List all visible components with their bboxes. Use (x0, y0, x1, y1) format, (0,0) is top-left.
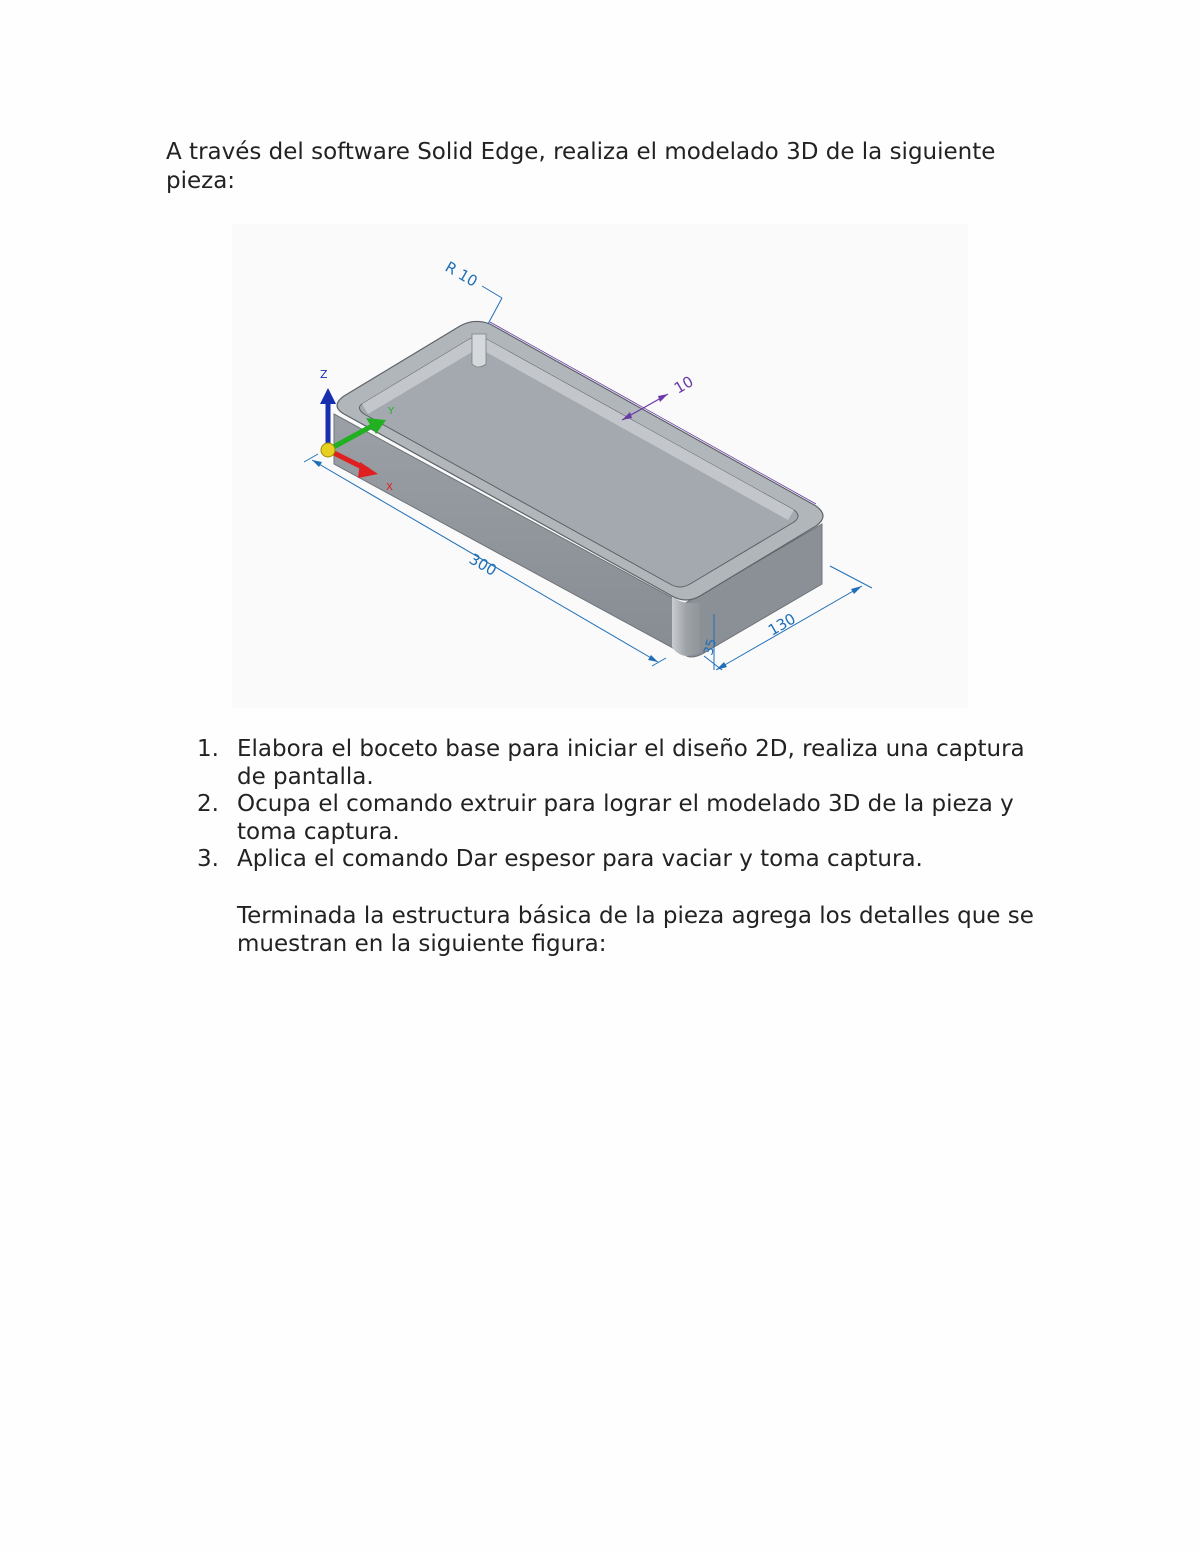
dimension-height-label: 35 (701, 637, 721, 658)
axis-x-label: X (386, 482, 393, 493)
step-item (197, 736, 1057, 791)
step-text: Ocupa el comando extruir para lograr el modelado 3D de la pieza y toma captura. (237, 791, 1014, 845)
axis-z-label: Z (320, 368, 328, 381)
intro-paragraph: A través del software Solid Edge, realiza el modelado 3D de la siguiente pieza: (166, 139, 996, 194)
step-text: Elabora el boceto base para iniciar el diseño 2D, realiza una captura de pantalla. (237, 736, 1025, 790)
step-item (197, 846, 1057, 874)
part-inner-corner (472, 334, 486, 367)
steps-list (197, 736, 1057, 874)
dimension-wall-label: 10 (671, 372, 697, 398)
step-number: 3. (197, 846, 219, 872)
part-figure (232, 224, 968, 708)
axis-origin (321, 443, 335, 457)
step-number: 2. (197, 791, 219, 817)
dimension-radius (442, 258, 502, 324)
closing-paragraph: Terminada la estructura básica de la pieza agrega los detalles que se muestran en la siguiente figura: (237, 903, 1034, 957)
step-text: Aplica el comando Dar espesor para vaciar y toma captura. (237, 846, 923, 872)
axis-y-label: Y (388, 406, 395, 417)
part-drawing (232, 224, 968, 708)
axis-z-arrow (320, 388, 336, 404)
dimension-length-label: 300 (466, 549, 500, 580)
step-number: 1. (197, 736, 219, 762)
part-corner-face (672, 597, 700, 656)
dimension-radius-label: R 10 (442, 257, 481, 291)
dimension-width-label: 130 (765, 609, 799, 640)
step-item (197, 791, 1057, 846)
